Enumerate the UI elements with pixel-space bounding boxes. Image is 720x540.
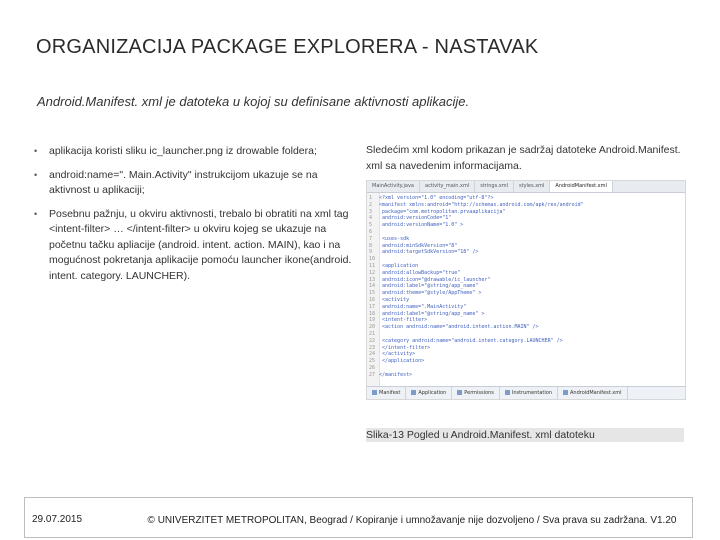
code-text: android:targetSdkVersion="18" /> [379, 249, 479, 256]
editor-tab[interactable]: strings.xml [475, 181, 514, 192]
line-number: 13 [369, 276, 376, 283]
figure-caption: Slika-13 Pogled u Android.Manifest. xml datoteku [366, 428, 684, 442]
tab-label: Permissions [464, 390, 494, 396]
bullet-icon: • [34, 169, 38, 180]
code-text: android:label="@string/app_name" > [379, 310, 485, 317]
code-line [369, 222, 463, 229]
line-number: 10 [369, 256, 376, 263]
line-number: 16 [369, 297, 376, 303]
permissions-tab[interactable] [452, 387, 500, 399]
tab-label: AndroidManifest.xml [570, 390, 622, 396]
bullet-icon: • [34, 208, 38, 219]
code-text: android:theme="@style/AppTheme" > [379, 290, 482, 297]
xml-file-icon [563, 390, 568, 395]
code-text: android:minSdkVersion="8" [379, 242, 458, 249]
line-number: 19 [369, 317, 376, 324]
line-number: 17 [369, 303, 376, 310]
code-text: <?xml version="1.0" encoding="utf-8"?> [379, 195, 494, 201]
editor-tab-bar [367, 181, 685, 193]
line-number: 23 [369, 344, 376, 351]
line-number: 14 [369, 283, 376, 290]
line-number: 1 [369, 195, 373, 201]
bullet-text: android:name=". Main.Activity" instrukcijom ukazuje se na aktivnost u aplikaciji; [49, 168, 318, 196]
editor-tab-active[interactable]: AndroidManifest.xml [550, 181, 612, 192]
line-number: 2 [369, 201, 373, 208]
xml-editor[interactable] [367, 193, 685, 386]
code-text: <category android:name="android.intent.category.LAUNCHER" /> [379, 337, 563, 344]
application-icon [411, 390, 416, 395]
line-number: 26 [369, 365, 376, 371]
line-number: 8 [369, 242, 373, 249]
bullet-item [30, 168, 352, 199]
xml-source-tab[interactable] [558, 387, 627, 399]
code-text: </manifest> [379, 371, 413, 378]
code-line [369, 372, 412, 379]
slide-title: ORGANIZACIJA PACKAGE EXPLORERA - NASTAVAK [36, 36, 539, 58]
line-number: 21 [369, 331, 376, 337]
editor-tab[interactable]: styles.xml [514, 181, 550, 192]
instrumentation-tab[interactable] [500, 387, 558, 399]
manifest-editor-tab-bar [367, 386, 685, 399]
slide-subtitle: Android.Manifest. xml je datoteka u kojoj su definisane aktivnosti aplikacije. [37, 94, 470, 109]
bullet-text: aplikacija koristi sliku ic_launcher.png iz drowable foldera; [49, 145, 317, 157]
tab-label: Instrumentation [511, 390, 553, 396]
manifest-tab[interactable] [367, 387, 406, 399]
line-number: 6 [369, 229, 373, 235]
permissions-icon [457, 390, 462, 395]
line-number: 11 [369, 263, 376, 269]
code-text: </application> [379, 358, 425, 365]
code-text: </activity> [379, 351, 416, 358]
code-text: <application [379, 263, 419, 269]
line-number: 27 [369, 371, 376, 378]
line-number: 4 [369, 215, 373, 222]
code-text: android:name=".MainActivity" [379, 303, 467, 310]
tab-label: Manifest [379, 390, 401, 396]
eclipse-manifest-screenshot [366, 180, 686, 400]
code-text: <activity [379, 297, 410, 303]
line-number: 5 [369, 222, 373, 229]
code-text: android:versionCode="1" [379, 215, 452, 222]
line-number: 18 [369, 310, 376, 317]
line-number: 24 [369, 351, 376, 358]
bullet-list [30, 144, 352, 292]
editor-tab[interactable]: activity_main.xml [420, 181, 475, 192]
code-text: </intent-filter> [379, 344, 431, 351]
code-text: android:icon="@drawable/ic_launcher" [379, 276, 491, 283]
bullet-item [30, 144, 352, 160]
code-text: <manifest xmlns:android="http://schemas.android.com/apk/res/android" [379, 201, 584, 208]
manifest-intro-text: Sledećim xml kodom prikazan je sadržaj datoteke Android.Manifest. xml sa navedenim informacijama. [366, 144, 681, 172]
code-text: <uses-sdk [379, 235, 410, 242]
manifest-icon [372, 390, 377, 395]
editor-tab[interactable]: MainActivity.java [367, 181, 420, 192]
code-text: <intent-filter> [379, 317, 428, 324]
line-number: 9 [369, 249, 373, 256]
footer-date: 29.07.2015 [32, 514, 83, 525]
line-number: 3 [369, 208, 373, 215]
footer-copyright: © UNIVERZITET METROPOLITAN, Beograd / Kopiranje i umnožavanje nije dozvoljeno / Sva prava su zadržana. V1.20 [147, 515, 677, 526]
code-text: android:allowBackup="true" [379, 269, 461, 276]
bullet-item [30, 207, 352, 285]
instrumentation-icon [505, 390, 510, 395]
line-number: 25 [369, 358, 376, 365]
tab-label: Application [418, 390, 447, 396]
code-text: package="com.metropolitan.prvaaplikacija" [379, 208, 506, 215]
line-number: 22 [369, 337, 376, 344]
line-number: 7 [369, 235, 373, 242]
code-line [369, 249, 478, 256]
bullet-text: Posebnu pažnju, u okviru aktivnosti, trebalo bi obratiti na xml tag <intent-filter> … </intent-filter> u okviru kojeg se ukazuje na početnu tačku apliacije (android. intent. action. MAIN), kao i na mogućnost pokretanja aplikacije pomoću launcher ikone(android. intent. category. LAUNCHER). [49, 207, 352, 282]
line-number: 15 [369, 290, 376, 297]
line-number: 12 [369, 269, 376, 276]
code-text: android:versionName="1.0" > [379, 222, 464, 229]
line-number: 20 [369, 324, 376, 331]
bullet-icon: • [34, 146, 38, 156]
application-tab[interactable] [406, 387, 452, 399]
code-text: <action android:name="android.intent.action.MAIN" /> [379, 324, 539, 331]
code-line [369, 324, 539, 331]
code-text: android:label="@string/app_name" [379, 283, 479, 290]
